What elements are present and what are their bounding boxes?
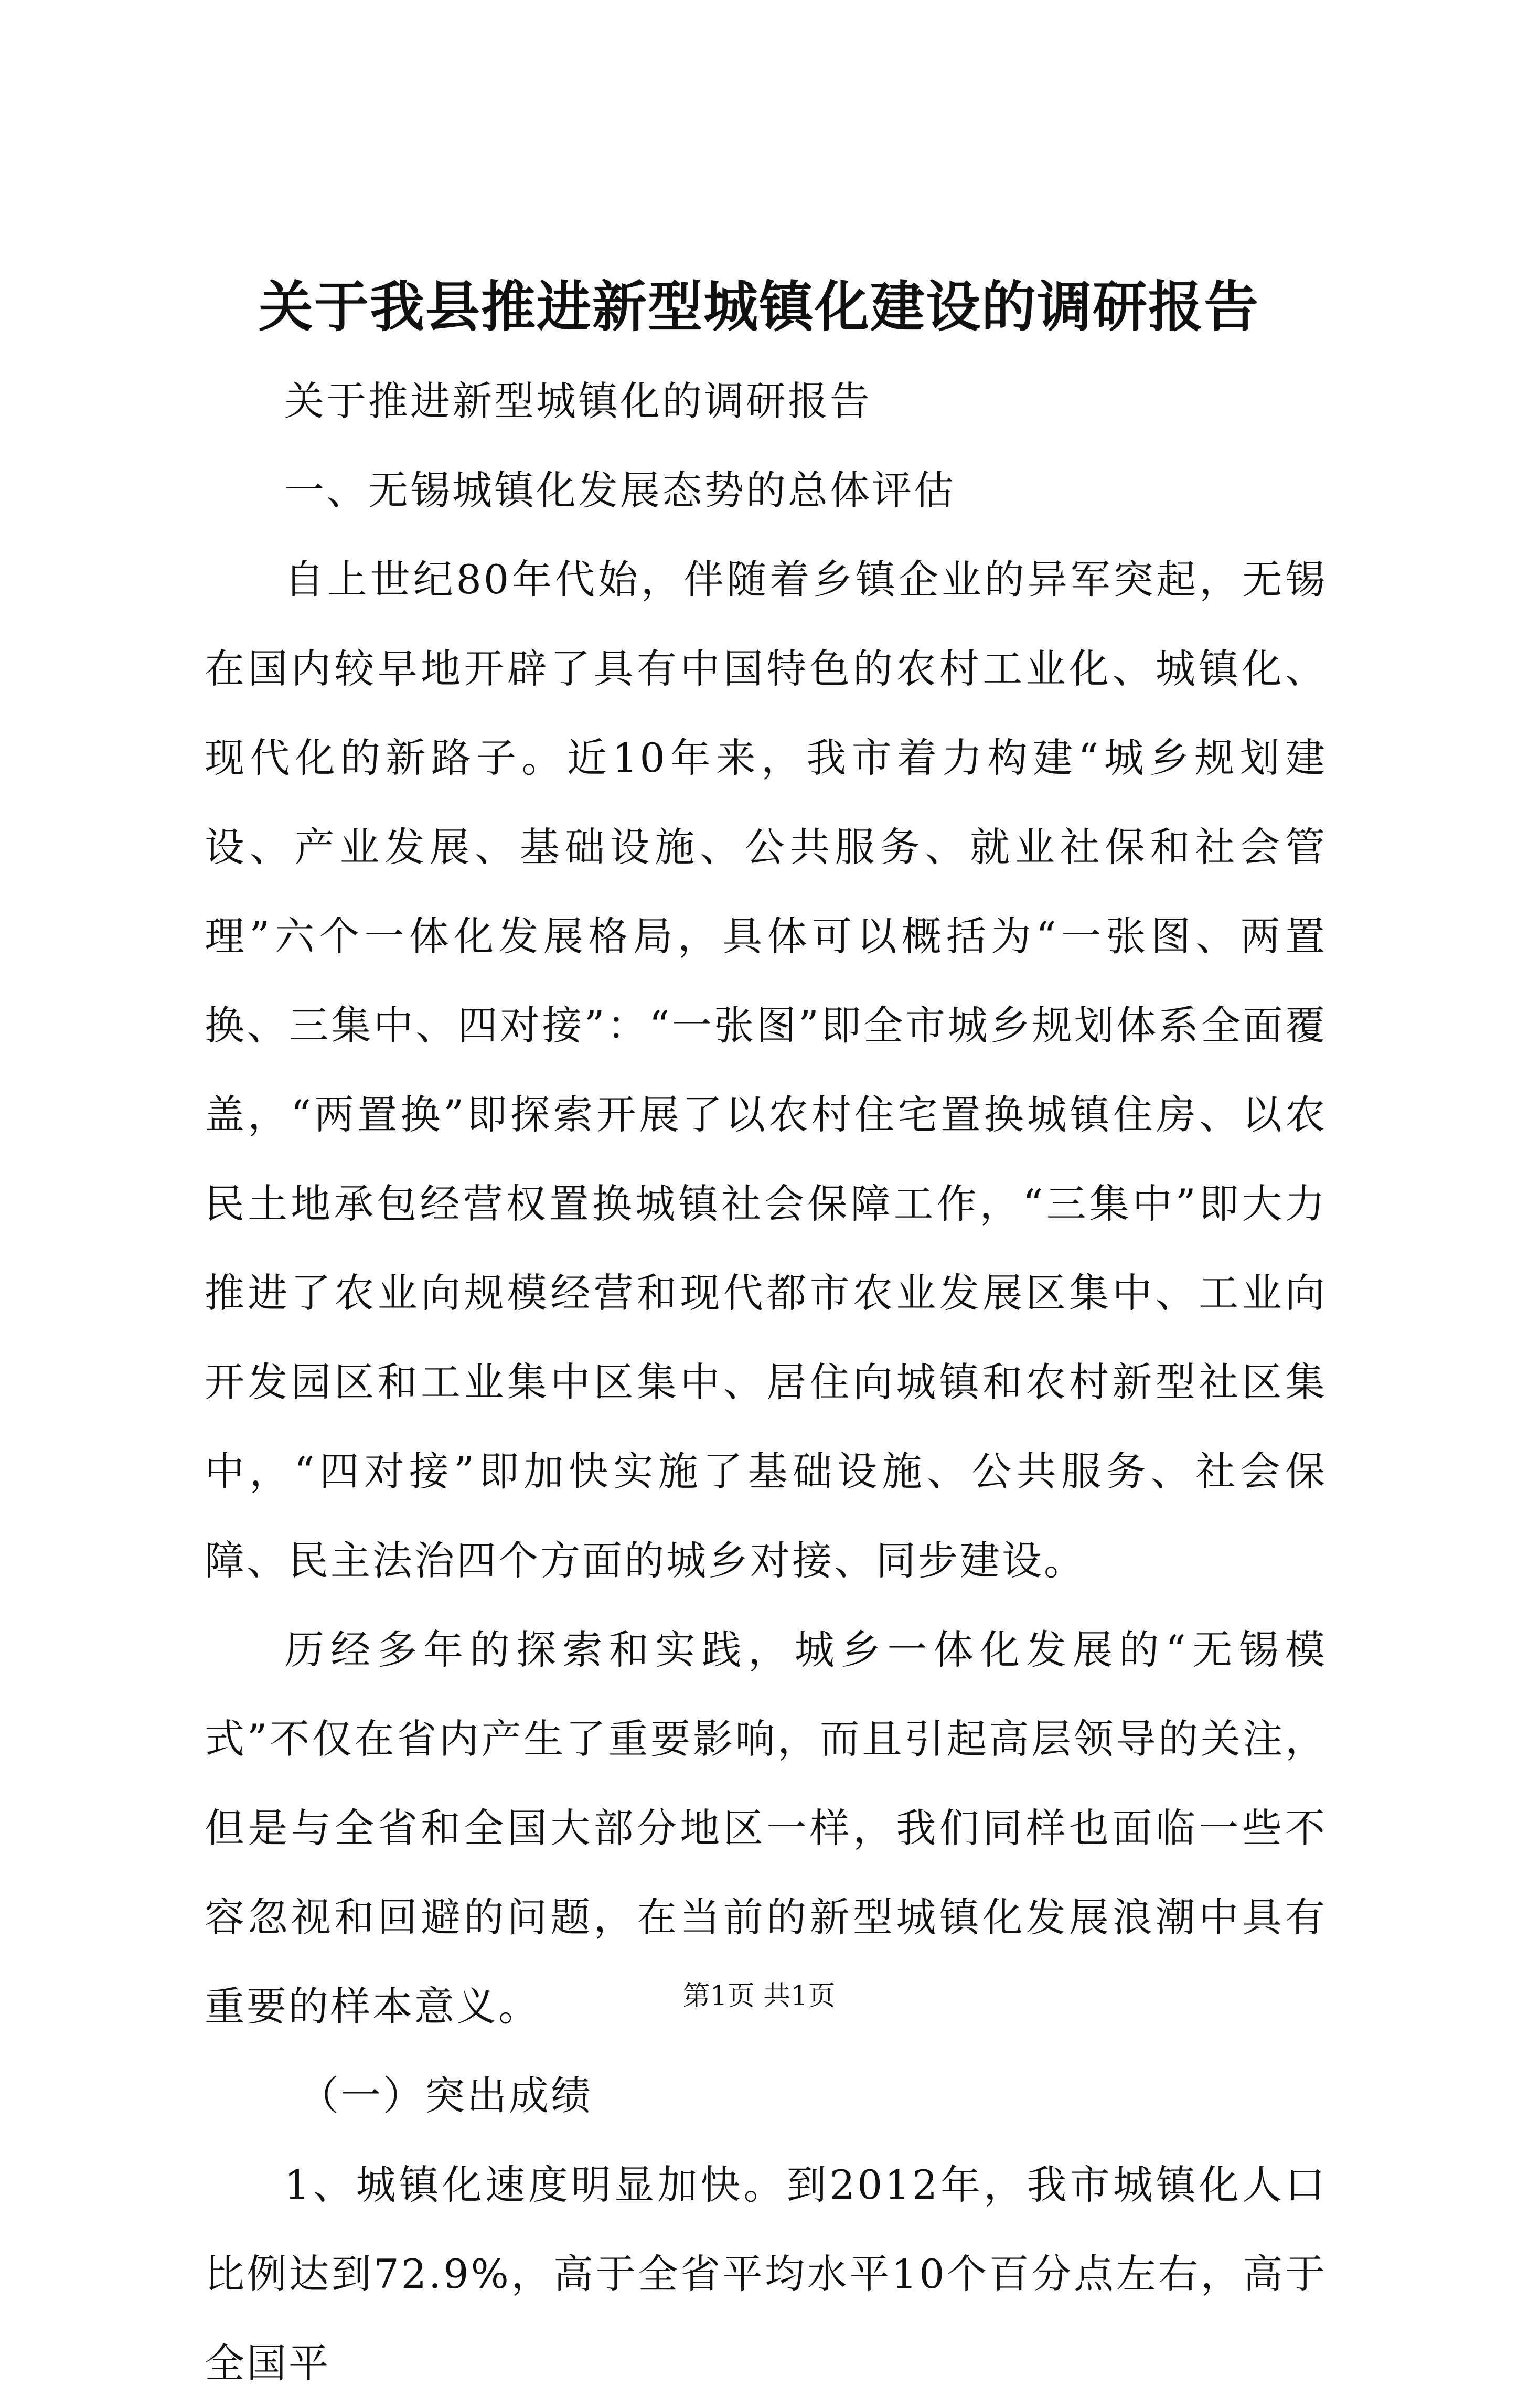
- section-heading: 一、无锡城镇化发展态势的总体评估: [284, 467, 956, 514]
- document-body: [205, 357, 1327, 2408]
- body-paragraph: 历经多年的探索和实践，城乡一体化发展的“无锡模式”不仅在省内产生了重要影响，而且引起高层领导的关注，但是与全省和全国大部分地区一样，我们同样也面临一些不容忽视和回避的问题，在当前的新型城镇化发展浪潮中具有重要的样本意义。: [205, 1626, 1327, 2030]
- body-paragraph: 自上世纪80年代始，伴随着乡镇企业的异军突起，无锡在国内较早地开辟了具有中国特色的农村工业化、城镇化、现代化的新路子。近10年来，我市着力构建“城乡规划建设、产业发展、基础设施、公共服务、就业社保和社会管理”六个一体化发展格局，具体可以概括为“一张图、两置换、三集中、四对接”：“一张图”即全市城乡规划体系全面覆盖，“两置换”即探索开展了以农村住宅置换城镇住房、以农民土地承包经营权置换城镇社会保障工作，“三集中”即大力推进了农业向规模经营和现代都市农业发展区集中、工业向开发园区和工业集中区集中、居住向城镇和农村新型社区集中，“四对接”即加快实施了基础设施、公共服务、社会保障、民主法治四个方面的城乡对接、同步建设。: [205, 556, 1327, 1584]
- subsection-heading: （一）突出成绩: [299, 2072, 593, 2119]
- report-subtitle: 关于推进新型城镇化的调研报告: [284, 378, 872, 424]
- body-paragraph: 1、城镇化速度明显加快。到2012年，我市城镇化人口比例达到72.9%，高于全省平均水平10个百分点左右，高于全国平: [205, 2161, 1327, 2386]
- page-footer: 第1页 共1页: [682, 1980, 836, 2012]
- document-title: 关于我县推进新型城镇化建设的调研报告: [258, 274, 1259, 339]
